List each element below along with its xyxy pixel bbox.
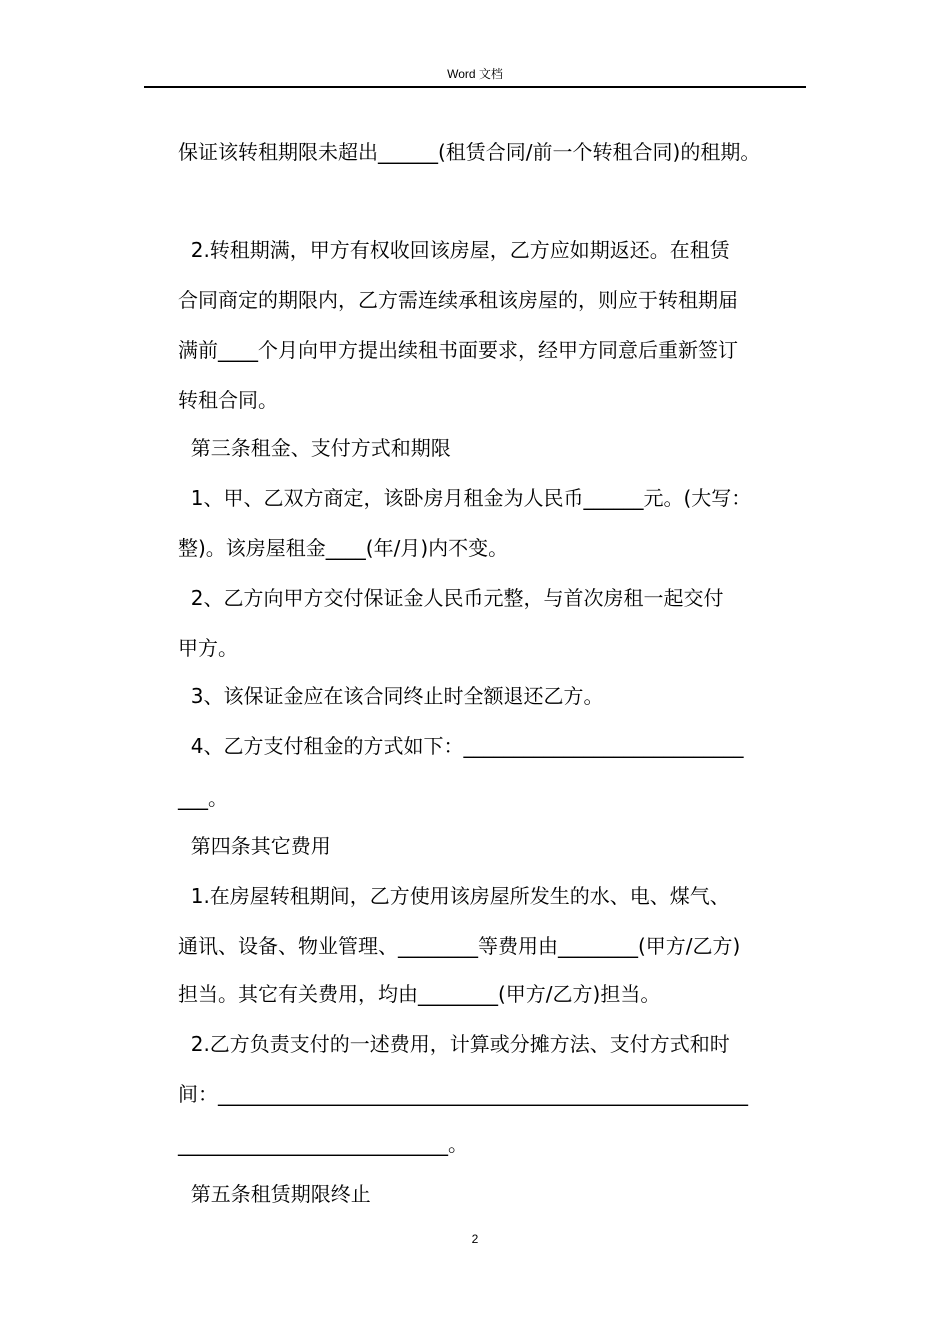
section-heading: 第五条租赁期限终止 xyxy=(178,1182,371,1206)
text-line: 转租合同。 xyxy=(178,388,278,412)
text-line: 满前____个月向甲方提出续租书面要求，经甲方同意后重新签订 xyxy=(178,338,738,362)
text-line: 1、甲、乙双方商定，该卧房月租金为人民币______元。(大写： xyxy=(178,486,752,510)
text-line: 间：_____________________________________________________ xyxy=(178,1082,748,1106)
section-heading: 第三条租金、支付方式和期限 xyxy=(178,436,451,460)
text-line: 通讯、设备、物业管理、________等费用由________(甲方/乙方) xyxy=(178,934,741,958)
text-line: 4、乙方支付租金的方式如下：____________________________ xyxy=(178,734,744,758)
text-line: ___。 xyxy=(178,786,228,810)
page-header: Word 文档 xyxy=(447,67,503,81)
text-line: 2、乙方向甲方交付保证金人民币元整，与首次房租一起交付 xyxy=(178,586,724,610)
text-line: 甲方。 xyxy=(178,636,238,660)
text-line: 2.转租期满，甲方有权收回该房屋，乙方应如期返还。在租赁 xyxy=(178,238,730,262)
text-line: 担当。其它有关费用，均由________(甲方/乙方)担当。 xyxy=(178,982,661,1006)
header-divider xyxy=(144,86,806,88)
text-line: 整)。该房屋租金____(年/月)内不变。 xyxy=(178,536,509,560)
text-line: 3、该保证金应在该合同终止时全额退还乙方。 xyxy=(178,684,604,708)
text-line: 1.在房屋转租期间，乙方使用该房屋所发生的水、电、煤气、 xyxy=(178,884,730,908)
text-line: 2.乙方负责支付的一述费用，计算或分摊方法、支付方式和时 xyxy=(178,1032,730,1056)
section-heading: 第四条其它费用 xyxy=(178,834,331,858)
page-number: 2 xyxy=(471,1232,479,1246)
text-line: ___________________________。 xyxy=(178,1132,468,1156)
text-line: 合同商定的期限内，乙方需连续承租该房屋的，则应于转租期届 xyxy=(178,288,738,312)
text-line: 保证该转租期限未超出______(租赁合同/前一个转租合同)的租期。 xyxy=(178,140,761,164)
